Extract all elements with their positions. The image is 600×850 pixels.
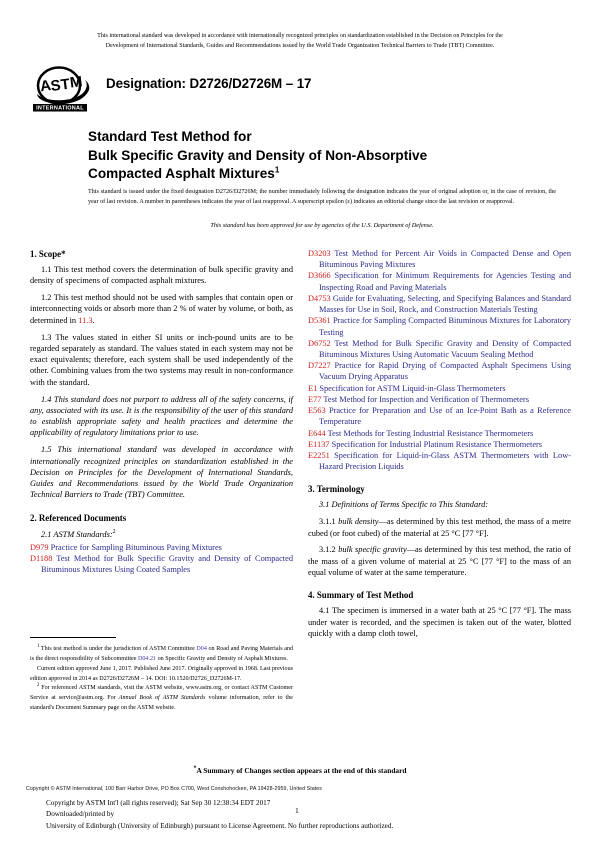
reference-item[interactable]	[308, 248, 571, 270]
reference-designation: D6752	[308, 338, 331, 348]
reference-designation: D3203	[308, 249, 331, 258]
paragraph-1-4: 1.4 This standard does not purport to address all of the safety concerns, if any, associated with its use. It is the responsibility of the user of this standard to establish appropriate safety and health practices and determine the applicability of regulatory limitations prior to use.	[30, 394, 293, 438]
paragraph-1-2	[30, 292, 293, 326]
reference-item[interactable]	[308, 428, 571, 439]
section-heading-scope: 1. Scope*	[30, 249, 66, 259]
footnote-1-text-a: This test method is under the jurisdiction of ASTM Committee	[39, 646, 197, 652]
reference-title: Test Method for Inspection and Verification of Thermometers	[323, 394, 529, 404]
footnote-1	[30, 645, 293, 665]
reference-item[interactable]	[30, 542, 293, 553]
reference-item[interactable]	[308, 450, 571, 472]
reference-title: Practice for Sampling Bituminous Paving Mixtures	[50, 542, 222, 552]
reference-designation: E644	[308, 428, 326, 438]
footnote-2-text-b: volume information, refer to the standard's Document Summary page on the ASTM website.	[30, 695, 293, 712]
reference-designation: D7227	[308, 361, 331, 371]
reference-designation: D3666	[308, 271, 331, 281]
footnote-divider	[30, 637, 116, 638]
reference-title: Guide for Evaluating, Selecting, and Specifying Balances and Standard Masses for Use in Soil, Rock, and Construction Materials Testing	[319, 293, 572, 315]
reference-title: Specification for Industrial Platinum Resistance Thermometers	[331, 439, 543, 449]
copyright-line: Copyright © ASTM International, 100 Barr Harbor Drive, PO Box C700, West Conshohocken, PA 19428-2959, United States	[26, 786, 322, 792]
download-stamp-line-3: University of Edinburgh (University of Edinburgh) pursuant to License Agreement. No further reproductions authorized.	[46, 821, 394, 830]
dod-approval-note: This standard has been approved for use by agencies of the U.S. Department of Defense.	[210, 222, 434, 229]
reference-item[interactable]	[308, 338, 571, 360]
svg-text:T: T	[59, 75, 71, 94]
astm-logo-icon	[28, 64, 94, 114]
reference-title: Test Method for Bulk Specific Gravity and Density of Compacted Bituminous Mixtures Using Automatic Vacuum Sealing Method	[319, 338, 571, 359]
paragraph-1-1: 1.1 This test method covers the determination of bulk specific gravity and density of specimens of compacted asphalt mixtures.	[30, 265, 293, 286]
reference-item[interactable]	[308, 405, 571, 427]
paragraph-1-5: 1.5 This international standard was developed in accordance with internationally recognized principles on standardization established in the Decision on Principles for the Development of International Standards, Guides and Recommendations issued by the World Trade Organization Technical Barriers to Trade (TBT) Committee.	[30, 445, 293, 500]
svg-text:S: S	[49, 76, 62, 95]
svg-text:INTERNATIONAL: INTERNATIONAL	[36, 105, 84, 112]
footnote-1-edition: Current edition approved June 1, 2017. Published June 2017. Originally approved in 1968. Last previous edition approved in 2014 as D2726/D2726M – 14. DOI: 10.1520/D2726_D2726M-17.	[30, 665, 293, 682]
section-heading-referenced-documents: 2. Referenced Documents	[30, 512, 127, 523]
reference-item[interactable]	[308, 293, 571, 315]
reference-item[interactable]	[308, 360, 571, 382]
svg-text:A: A	[39, 77, 53, 96]
reference-designation: D1188	[30, 553, 53, 563]
paragraph-1-2-text-a: 1.2 This test method should not be used with samples that contain open or interconnecting voids or absorb more than 2 % of water by volume, or both, as determined in	[30, 293, 293, 325]
reference-title: Practice for Rapid Drying of Compacted Asphalt Specimens Using Vacuum Drying Apparatus	[319, 361, 571, 382]
term-bulk-specific-gravity: bulk specific gravity	[338, 545, 407, 555]
designation-label: Designation: D2726/D2726M – 17	[106, 76, 312, 91]
paragraph-4-1: 4.1 The specimen is immersed in a water bath at 25 °C [77 °F]. The mass under water is recorded, and the specimen is taken out of the water, blotted quickly with a damp cloth towel,	[308, 606, 571, 638]
summary-note-marker: *	[193, 765, 197, 772]
title-footnote-marker: 1	[274, 165, 280, 175]
reference-designation: E1137	[308, 439, 330, 449]
title-line-1: Standard Test Method for	[88, 129, 252, 144]
reference-title: Specification for Minimum Requirements for Agencies Testing and Inspecting Road and Paving Materials	[319, 271, 571, 292]
reference-title: Practice for Preparation and Use of an Ice-Point Bath as a Reference Temperature	[319, 406, 571, 427]
subheading-astm-standards-text: 2.1 ASTM Standards:	[41, 530, 113, 540]
section-heading-terminology: 3. Terminology	[308, 484, 365, 495]
summary-of-changes-note	[30, 766, 570, 775]
link-subcommittee-d04-21[interactable]: D04.21	[137, 655, 157, 662]
reference-title: Test Method for Bulk Specific Gravity and Density of Compacted Bituminous Mixtures Using Coated Samples	[41, 553, 293, 574]
download-stamp	[46, 798, 546, 832]
term-bulk-density: bulk density	[338, 517, 379, 527]
wto-banner-line-2: Development of International Standards, Guides and Recommendations issued by the World Trade Organization Technical Barriers to Trade (TBT) Committee.	[105, 42, 495, 49]
reference-item[interactable]	[308, 439, 571, 450]
paragraph-1-3: 1.3 The values stated in either SI units or inch-pound units are to be regarded separately as standard. The values stated in each system may not be exact equivalents; therefore, each system shall be used independently of the other. Combining values from the two systems may result in non-conformance with the standard.	[30, 332, 293, 387]
paragraph-3-1-1	[308, 516, 571, 539]
reference-item[interactable]	[308, 315, 571, 337]
reference-title: Specification for Liquid-in-Glass ASTM Thermometers with Low-Hazard Precision Liquids	[319, 450, 571, 472]
wto-banner-line-1: This international standard was developed in accordance with internationally recognized principles on standardization established in the Decision on Principles for the	[97, 33, 503, 39]
reference-title: Practice for Sampling Compacted Bituminous Mixtures for Laboratory Testing	[319, 316, 571, 337]
reference-title: Specification for ASTM Liquid-in-Glass Thermometers	[319, 383, 506, 393]
footnote-2	[30, 684, 293, 714]
reference-designation: D5361	[308, 316, 331, 326]
reference-item[interactable]	[308, 383, 571, 394]
download-stamp-line-1: Copyright by ASTM Int'l (all rights reserved); Sat Sep 30 12:38:34 EDT 2017	[46, 799, 271, 807]
title-line-3: Compacted Asphalt Mixtures	[88, 166, 275, 182]
reference-item[interactable]	[308, 270, 571, 292]
paragraph-3-1-1-number: 3.1.1	[319, 517, 339, 527]
paragraph-3-1: 3.1 Definitions of Terms Specific to This Standard:	[319, 500, 489, 510]
reference-item[interactable]	[308, 394, 571, 405]
summary-note-text: A Summary of Changes section appears at the end of this standard	[196, 766, 407, 775]
paragraph-3-1-2-text: —as determined by this test method, the ratio of the mass of a given volume of material at 25 °C [77 °F] to the mass of an equal volume of water at the same temperature.	[308, 545, 572, 577]
footnote-2-marker: 2	[37, 683, 40, 689]
logo-row	[28, 64, 573, 116]
footnote-2-italic: Annual Book of ASTM Standards	[118, 695, 206, 702]
wto-banner	[30, 32, 570, 52]
paragraph-3-1-2	[308, 544, 571, 578]
footnote-1-marker: 1	[37, 643, 40, 649]
reference-title: Test Method for Percent Air Voids in Compacted Dense and Open Bituminous Paving Mixtures	[319, 249, 571, 270]
reference-designation: E2251	[308, 450, 330, 460]
page-title	[88, 128, 558, 184]
paragraph-1-2-text-b: .	[92, 315, 95, 325]
link-11-3[interactable]: 11.3	[78, 315, 93, 325]
footnote-1-text-c: on Specific Gravity and Density of Asphalt Mixtures.	[156, 655, 288, 662]
reference-designation: E77	[308, 394, 322, 404]
footnotes	[30, 645, 293, 714]
reference-designation: D979	[30, 542, 49, 552]
download-stamp-line-2: Downloaded/printed by	[46, 810, 115, 819]
right-column	[308, 248, 571, 639]
left-column	[30, 248, 293, 575]
paragraph-3-1-2-number: 3.1.2	[319, 545, 339, 555]
reference-designation: E1	[308, 383, 318, 393]
reference-designation: E563	[308, 406, 326, 416]
footnote-2-text-a: For referenced ASTM standards, visit the ASTM website, www.astm.org, or contact ASTM Customer Service at service@astm.org. For	[30, 685, 293, 702]
svg-text:M: M	[68, 73, 84, 92]
reference-item[interactable]	[30, 553, 293, 575]
subheading-astm-standards	[30, 529, 293, 540]
footnote-1-text-b: on Road and Paving Materials and is the direct responsibility of Subcommittee	[30, 646, 293, 662]
issue-note: This standard is issued under the fixed designation D2726/D2726M; the number immediately following the designation indicates the year of original adoption or, in the case of revision, the year of last revision. A number in parentheses indicates the year of last reapproval. A superscript epsilon (ε) indicates an editorial change since the last revision or reapproval.	[88, 189, 556, 206]
link-committee-d04[interactable]: D04	[196, 646, 207, 652]
page-number: 1	[295, 806, 299, 815]
subheading-footnote-marker: 2	[112, 529, 116, 536]
section-heading-summary-of-test-method: 4. Summary of Test Method	[308, 590, 414, 601]
title-line-2: Bulk Specific Gravity and Density of Non-Absorptive	[88, 147, 428, 163]
paragraph-3-1-1-text: —as determined by this test method, the mass of a metre cubed (or foot cubed) of the material at 25 °C [77 °F].	[308, 517, 571, 538]
reference-designation: D4753	[308, 293, 331, 303]
reference-title: Test Methods for Testing Industrial Resistance Thermometers	[327, 428, 534, 438]
